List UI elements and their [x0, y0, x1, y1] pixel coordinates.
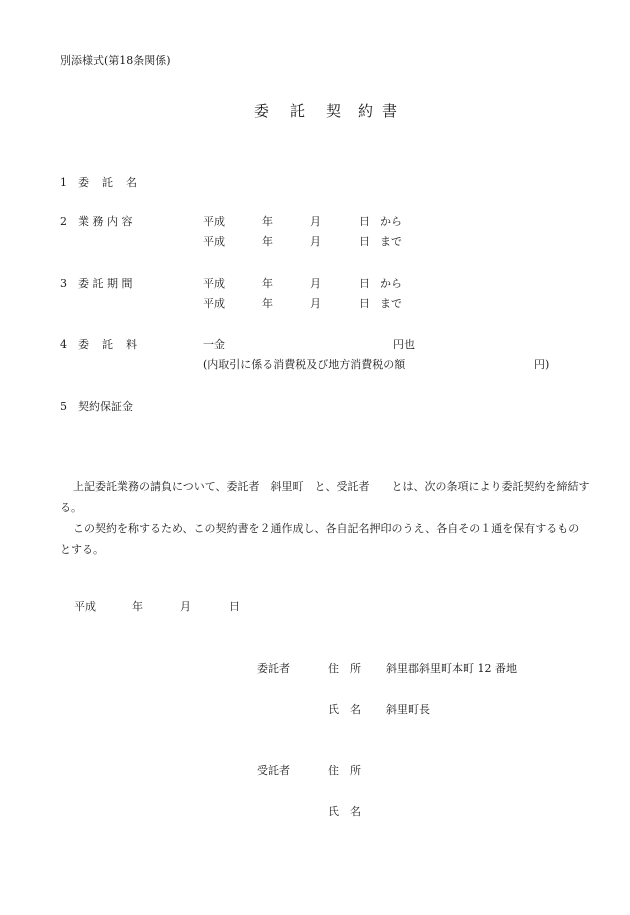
date-month: 月 — [180, 600, 191, 613]
item2-row2-year: 年 — [262, 235, 273, 248]
item4-number: 4 — [60, 338, 67, 351]
item3-row2-era: 平成 — [203, 297, 225, 310]
item3-row1-year: 年 — [262, 277, 273, 290]
item2-row2-suffix: まで — [380, 235, 402, 248]
title-char-1: 委 — [254, 102, 270, 120]
date-era: 平成 — [74, 600, 96, 613]
item3-number: 3 — [60, 277, 67, 290]
amount-suffix: 円也 — [393, 338, 415, 351]
item3-row1-era: 平成 — [203, 277, 225, 290]
contractor-name-label: 氏 名 — [328, 805, 361, 818]
item3-row1-day: 日 — [359, 277, 370, 290]
item3-row1-suffix: から — [380, 277, 402, 290]
principal-name-value: 斜里町長 — [386, 703, 430, 716]
item2-number: 2 — [60, 215, 67, 228]
item4-label-char-2: 託 — [102, 338, 113, 351]
title-char-5: 書 — [382, 102, 398, 120]
item1-label-char-3: 名 — [126, 176, 137, 189]
item2-label: 業 務 内 容 — [78, 215, 133, 228]
amount-prefix: 一金 — [203, 338, 225, 351]
date-year: 年 — [132, 600, 143, 613]
item1-number: 1 — [60, 176, 67, 189]
item2-row1-year: 年 — [262, 215, 273, 228]
item2-row1-era: 平成 — [203, 215, 225, 228]
date-day: 日 — [229, 600, 240, 613]
body-paragraph-1: 上記委託業務の請負について、委託者 斜里町 と、受託者 とは、次の条項により委託契約を締結する。 — [60, 480, 590, 514]
item2-row2-month: 月 — [310, 235, 321, 248]
item2-row2-era: 平成 — [203, 235, 225, 248]
contractor-address-label: 住 所 — [328, 764, 361, 777]
principal-name-label: 氏 名 — [328, 703, 361, 716]
body-paragraph-2: この契約を称するため、この契約書を２通作成し、各自記名押印のうえ、各自その１通を保有するものとする。 — [60, 522, 580, 556]
item2-row1-month: 月 — [310, 215, 321, 228]
item3-row1-month: 月 — [310, 277, 321, 290]
item2-row1-day: 日 — [359, 215, 370, 228]
item5-label: 契約保証金 — [78, 400, 133, 413]
tax-note-end: 円) — [534, 358, 550, 371]
item3-label: 委 託 期 間 — [78, 277, 133, 290]
item3-row2-day: 日 — [359, 297, 370, 310]
principal-role: 委託者 — [257, 662, 290, 675]
item1-label-char-2: 託 — [102, 176, 113, 189]
item3-row2-year: 年 — [262, 297, 273, 310]
form-label: 別添様式(第18条関係) — [60, 54, 171, 67]
item4-label-char-3: 料 — [126, 338, 137, 351]
item3-row2-suffix: まで — [380, 297, 402, 310]
tax-note: (内取引に係る消費税及び地方消費税の額 — [203, 358, 406, 371]
principal-address-label: 住 所 — [328, 662, 361, 675]
item5-number: 5 — [60, 400, 67, 413]
item2-row1-suffix: から — [380, 215, 402, 228]
title-char-4: 約 — [358, 102, 374, 120]
item2-row2-day: 日 — [359, 235, 370, 248]
item3-row2-month: 月 — [310, 297, 321, 310]
item1-label-char-1: 委 — [78, 176, 89, 189]
item4-label-char-1: 委 — [78, 338, 89, 351]
title-char-2: 託 — [290, 102, 306, 120]
principal-address-value: 斜里郡斜里町本町 12 番地 — [386, 662, 517, 675]
title-char-3: 契 — [326, 102, 342, 120]
contractor-role: 受託者 — [257, 764, 290, 777]
